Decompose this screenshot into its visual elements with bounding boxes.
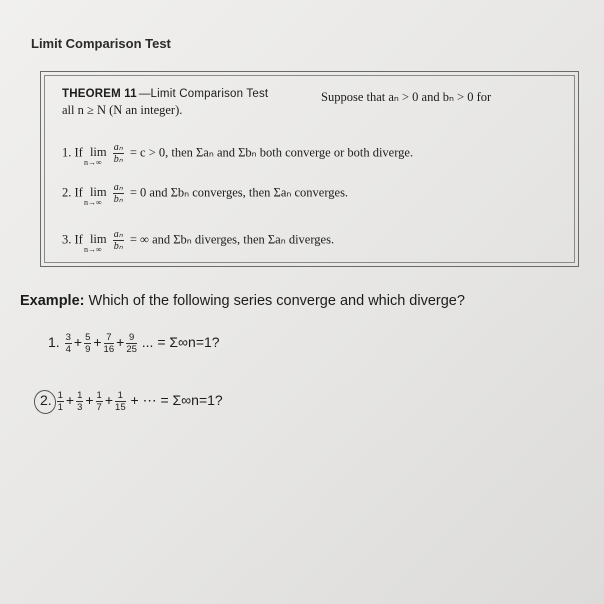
series-2: [40, 390, 223, 413]
lim-subscript: n→∞: [83, 158, 102, 168]
fraction-denominator: bₙ: [113, 154, 123, 165]
term-denominator: 15: [115, 402, 126, 413]
item-statement: = 0 and Σbₙ converges, then Σaₙ converges.: [129, 185, 349, 200]
plus-sign: +: [85, 392, 94, 409]
series-1: [48, 332, 220, 355]
item-number: 2.: [62, 185, 72, 200]
lim-text: lim: [89, 232, 107, 247]
series-term: [104, 332, 115, 355]
term-numerator: 9: [126, 332, 137, 344]
limit-operator: [83, 232, 107, 255]
item-statement: = c > 0, then Σaₙ and Σbₙ both converge or both diverge.: [129, 145, 414, 160]
theorem-item-3: [62, 229, 335, 255]
page-title: Limit Comparison Test: [31, 36, 171, 51]
term-numerator: 1: [96, 390, 102, 401]
series-tail: ... = Σ∞n=1?: [141, 334, 220, 351]
term-denominator: 7: [96, 402, 102, 413]
limit-operator: [83, 185, 107, 208]
term-denominator: 1: [57, 402, 63, 413]
term-numerator: 3: [65, 332, 71, 343]
term-numerator: 1: [115, 390, 126, 402]
series-term: [84, 332, 91, 355]
plus-sign: +: [65, 392, 75, 409]
example-prompt: [20, 293, 465, 309]
term-denominator: 9: [85, 344, 91, 355]
item-number: 1.: [62, 145, 72, 160]
lim-text: lim: [89, 145, 107, 160]
theorem-item-1: [62, 142, 414, 168]
theorem-condition-line1: Suppose that aₙ > 0 and bₙ > 0 for: [321, 90, 492, 104]
series-term: [65, 332, 72, 355]
term-numerator: 1: [77, 390, 83, 401]
term-denominator: 16: [103, 344, 115, 355]
series-term: [115, 390, 126, 413]
ratio-fraction: [113, 142, 124, 165]
ratio-fraction: [113, 182, 124, 205]
theorem-condition-line2: all n ≥ N (N an integer).: [62, 103, 183, 117]
item-lead: If: [74, 232, 83, 247]
plus-sign: +: [93, 334, 102, 351]
fraction-denominator: bₙ: [113, 194, 123, 205]
fraction-numerator: aₙ: [113, 229, 123, 240]
series-term: [96, 390, 103, 413]
term-denominator: 3: [77, 402, 83, 413]
theorem-title: THEOREM 11: [62, 88, 137, 100]
lim-text: lim: [89, 185, 107, 200]
lim-subscript: n→∞: [83, 245, 102, 255]
ratio-fraction: [113, 229, 124, 252]
item-lead: If: [74, 185, 83, 200]
item-statement: = ∞ and Σbₙ diverges, then Σaₙ diverges.: [129, 232, 335, 247]
plus-sign: +: [116, 334, 125, 351]
theorem-heading: [62, 88, 268, 100]
series-term: [126, 332, 137, 355]
series-term: [57, 390, 64, 413]
series-number: 2.: [40, 392, 52, 409]
fraction-numerator: aₙ: [113, 182, 123, 193]
limit-operator: [83, 145, 107, 168]
example-question: Which of the following series converge and which diverge?: [84, 293, 465, 309]
term-numerator: 7: [104, 332, 115, 344]
theorem-item-2: [62, 182, 349, 208]
term-denominator: 4: [65, 344, 71, 355]
theorem-subtitle: —Limit Comparison Test: [138, 88, 269, 100]
fraction-numerator: aₙ: [113, 142, 123, 153]
lim-subscript: n→∞: [83, 198, 102, 208]
series-term: [76, 390, 83, 413]
fraction-denominator: bₙ: [113, 241, 123, 252]
term-numerator: 1: [57, 390, 63, 401]
example-label: Example:: [20, 293, 85, 309]
term-numerator: 5: [85, 332, 91, 343]
term-denominator: 25: [126, 344, 137, 355]
item-lead: If: [74, 145, 83, 160]
series-number: 1.: [48, 334, 60, 351]
item-number: 3.: [62, 232, 72, 247]
plus-sign: +: [73, 334, 83, 351]
plus-sign: +: [104, 392, 114, 409]
series-tail: + ⋯ = Σ∞n=1?: [130, 392, 223, 409]
